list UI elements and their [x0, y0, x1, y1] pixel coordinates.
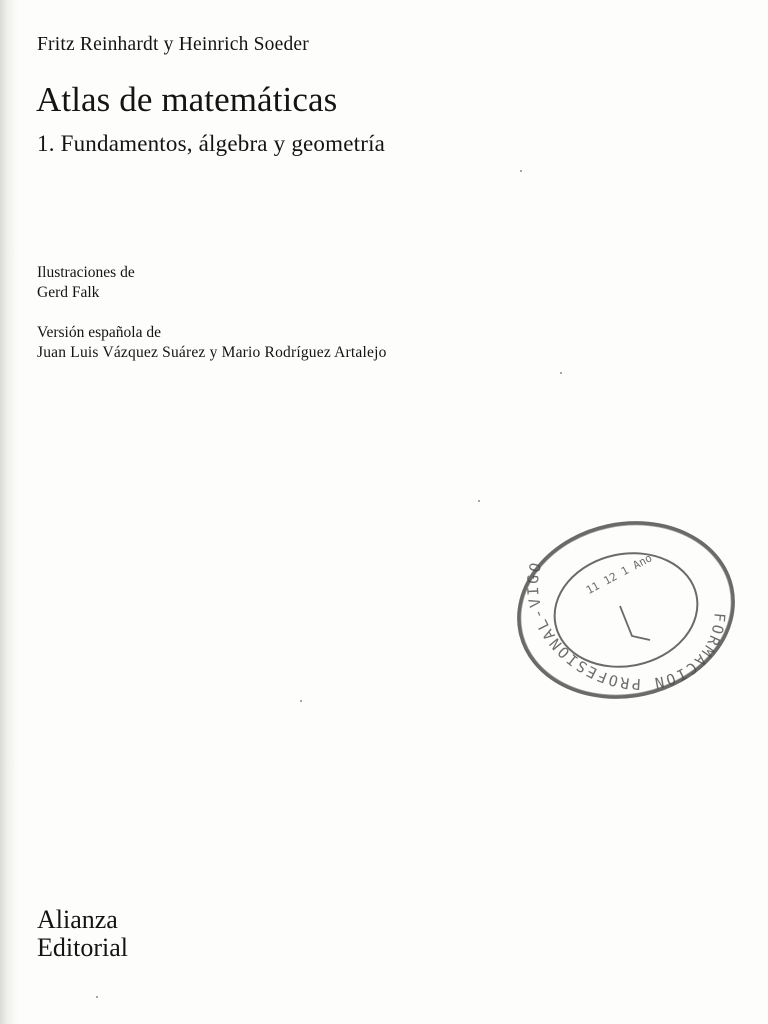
publisher-line-2: Editorial	[37, 933, 128, 962]
translation-label: Versión española de	[37, 324, 161, 341]
scan-speck	[96, 996, 98, 998]
publisher-imprint	[37, 906, 128, 962]
scan-speck	[560, 372, 562, 374]
library-stamp	[508, 512, 744, 708]
book-title: Atlas de matemáticas	[36, 80, 338, 119]
scan-speck	[520, 170, 522, 172]
page-gutter-shadow	[0, 0, 18, 1024]
translator-names: Juan Luis Vázquez Suárez y Mario Rodríguez Artalejo	[37, 344, 387, 361]
stamp-outer-text: FORMACION PROFESIONAL-VIGO	[523, 558, 729, 694]
publisher-line-1: Alianza	[37, 905, 118, 934]
illustrator-name: Gerd Falk	[37, 284, 100, 301]
scan-speck	[478, 500, 480, 502]
stamp-center-text: 11 12 1 Ano	[583, 551, 655, 597]
illustrations-label: Ilustraciones de	[37, 264, 135, 281]
scan-speck	[300, 700, 302, 702]
authors-line: Fritz Reinhardt y Heinrich Soeder	[37, 34, 309, 55]
book-subtitle: 1. Fundamentos, álgebra y geometría	[37, 131, 386, 156]
